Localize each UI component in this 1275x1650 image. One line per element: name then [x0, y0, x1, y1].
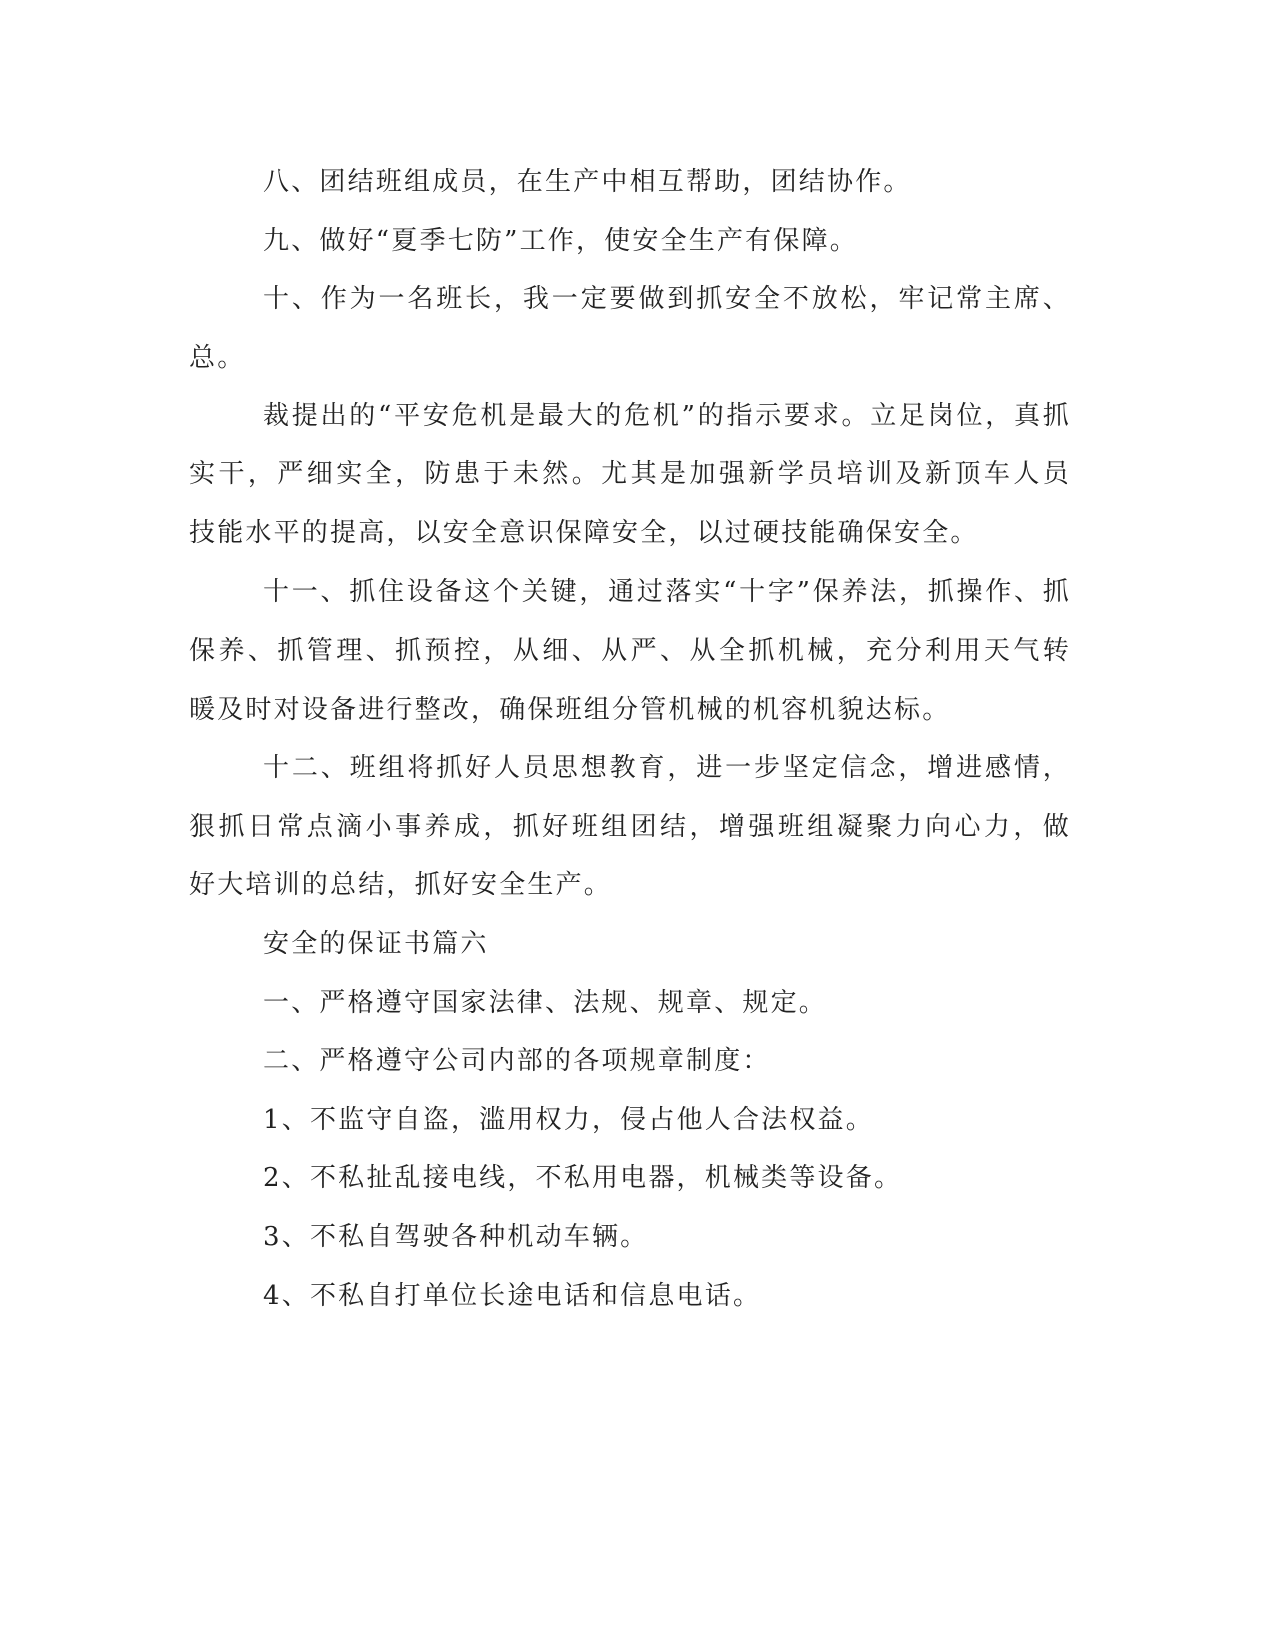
paragraph-line: 总。	[189, 343, 246, 373]
paragraph-line: 一、严格遵守国家法律、法规、规章、规定。	[263, 988, 828, 1018]
paragraph-line: 十一、抓住设备这个关键，通过落实“十字”保养法，抓操作、抓	[263, 577, 1071, 607]
paragraph-line: 保养、抓管理、抓预控，从细、从严、从全抓机械，充分利用天气转	[189, 636, 1071, 666]
paragraph-line: 狠抓日常点滴小事养成，抓好班组团结，增强班组凝聚力向心力，做	[189, 812, 1071, 842]
paragraph-line: 技能水平的提高，以安全意识保障安全，以过硬技能确保安全。	[189, 518, 979, 548]
paragraph-line: 十、作为一名班长，我一定要做到抓安全不放松，牢记常主席、	[263, 284, 1071, 314]
paragraph-line: 裁提出的“平安危机是最大的危机”的指示要求。立足岗位，真抓	[263, 401, 1071, 431]
paragraph-line: 八、团结班组成员，在生产中相互帮助，团结协作。	[263, 167, 912, 197]
list-item: 3、不私自驾驶各种机动车辆。	[263, 1222, 649, 1252]
list-item: 4、不私自打单位长途电话和信息电话。	[263, 1281, 762, 1311]
section-heading: 安全的保证书篇六	[263, 929, 489, 959]
paragraph-line: 好大培训的总结，抓好安全生产。	[189, 870, 613, 900]
paragraph-line: 暖及时对设备进行整改，确保班组分管机械的机容机貌达标。	[189, 695, 951, 725]
list-item: 2、不私扯乱接电线，不私用电器，机械类等设备。	[263, 1163, 903, 1193]
paragraph-line: 二、严格遵守公司内部的各项规章制度：	[263, 1046, 771, 1076]
paragraph-line: 实干，严细实全，防患于未然。尤其是加强新学员培训及新顶车人员	[189, 459, 1071, 489]
list-item: 1、不监守自盗，滥用权力，侵占他人合法权益。	[263, 1105, 874, 1135]
paragraph-line: 十二、班组将抓好人员思想教育，进一步坚定信念，增进感情，	[263, 753, 1071, 783]
paragraph-line: 九、做好“夏季七防”工作，使安全生产有保障。	[263, 226, 858, 256]
